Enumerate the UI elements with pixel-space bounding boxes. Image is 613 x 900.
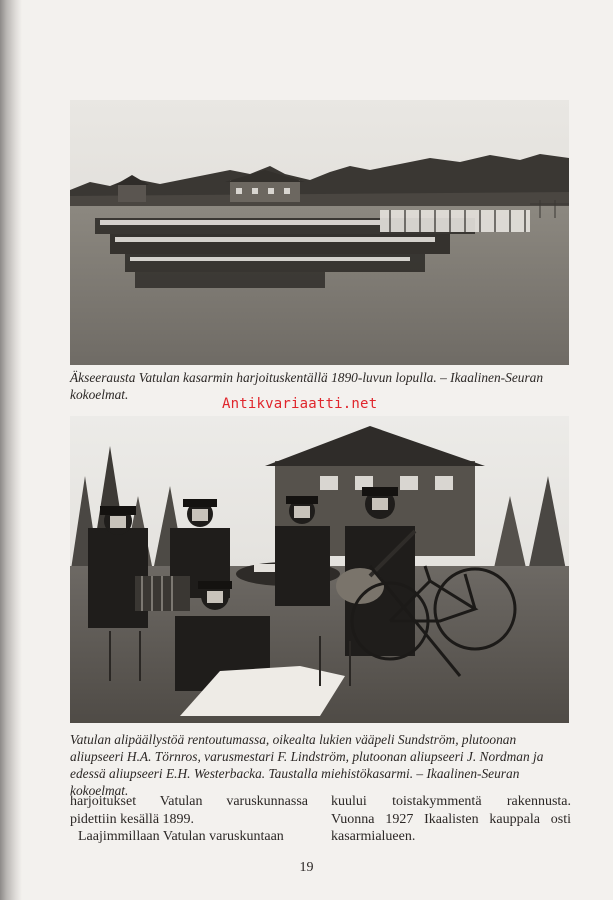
book-spine-shadow bbox=[0, 0, 22, 900]
body-paragraph: harjoitukset Vatulan varuskunnassa pidettiin kesällä 1899. bbox=[70, 794, 308, 827]
photo2-caption: Vatulan alipäällystöä rentoutumassa, oikealta lukien vääpeli Sundström, plutoonan aliupseeri H.A. Törnros, varusmestari F. Lindström, plutoonan aliupseeri J. Nordman ja edessä aliupseeri E.H. Westerbacka. Taustalla miehistökasarmi. – Ikaalinen-Seuran kokoelmat. bbox=[70, 732, 544, 798]
body-column-right bbox=[331, 793, 571, 846]
body-column-left bbox=[70, 793, 308, 846]
drill-field-photo bbox=[70, 100, 569, 365]
body-paragraph: Laajimmillaan Vatulan varuskuntaan bbox=[78, 829, 284, 844]
nco-group-photo bbox=[70, 416, 569, 723]
photo1-caption: Äkseerausta Vatulan kasarmin harjoituskentällä 1890-luvun lopulla. – Ikaalinen-Seuran kokoelmat. bbox=[70, 370, 544, 402]
page-number: 19 bbox=[299, 860, 314, 875]
body-paragraph: kuului toistakymmentä rakennusta. Vuonna 1927 Ikaalisten kauppala osti kasarmialueen. bbox=[331, 794, 571, 844]
watermark-text: Antikvariaatti.net bbox=[222, 396, 378, 412]
